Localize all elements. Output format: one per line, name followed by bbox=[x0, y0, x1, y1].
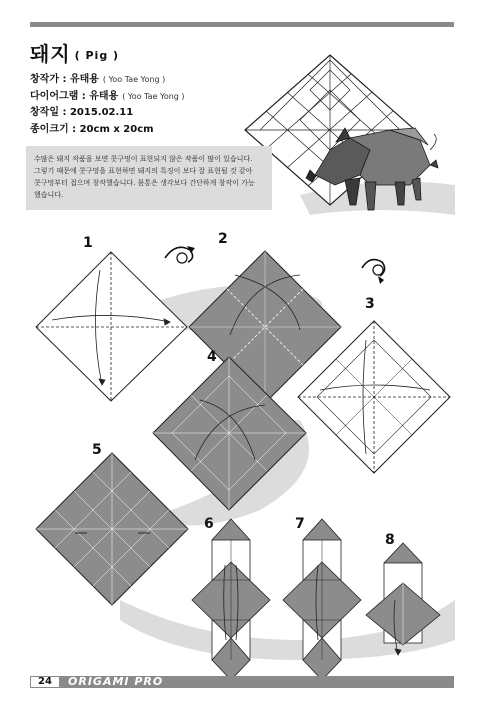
title-korean: 돼지 bbox=[30, 42, 71, 66]
description-text: 수많은 돼지 작품을 보면 콧구멍이 표현되지 않은 작품이 많이 있습니다. 그렇기 때문에 콧구멍을 표현하면 돼지의 특징이 보다 잘 표현될 것 같아 콧구멍부터 접으며 창작했습니다. 몸통은 생각보다 간단하게 창작이 가능 했습니다. bbox=[34, 155, 255, 199]
step-number: 3 bbox=[365, 296, 375, 312]
step-number: 1 bbox=[83, 235, 93, 251]
rotate-icon bbox=[362, 260, 385, 284]
credit-creator: 창작가 : 유태용 ( Yoo Tae Yong ) bbox=[30, 74, 166, 85]
step-1-diagram bbox=[36, 252, 187, 401]
brand-title: ORIGAMI PRO bbox=[68, 675, 164, 688]
page-number: 24 bbox=[38, 676, 52, 687]
turn-over-icon bbox=[165, 246, 195, 263]
step-number: 5 bbox=[92, 442, 102, 458]
credit-diagram: 다이어그램 : 유태용 ( Yoo Tae Yong ) bbox=[30, 90, 185, 102]
step-number: 6 bbox=[204, 516, 214, 532]
credit-paper-size: 종이크기 : 20cm x 20cm bbox=[30, 123, 154, 135]
step-number: 4 bbox=[207, 349, 217, 365]
step-5-diagram bbox=[36, 453, 188, 605]
title-sub: ( Pig ) bbox=[74, 49, 120, 62]
step-number: 7 bbox=[295, 516, 305, 532]
step-number: 8 bbox=[385, 532, 395, 548]
step-number: 2 bbox=[218, 231, 228, 247]
credit-date: 창작일 : 2015.02.11 bbox=[30, 107, 134, 118]
